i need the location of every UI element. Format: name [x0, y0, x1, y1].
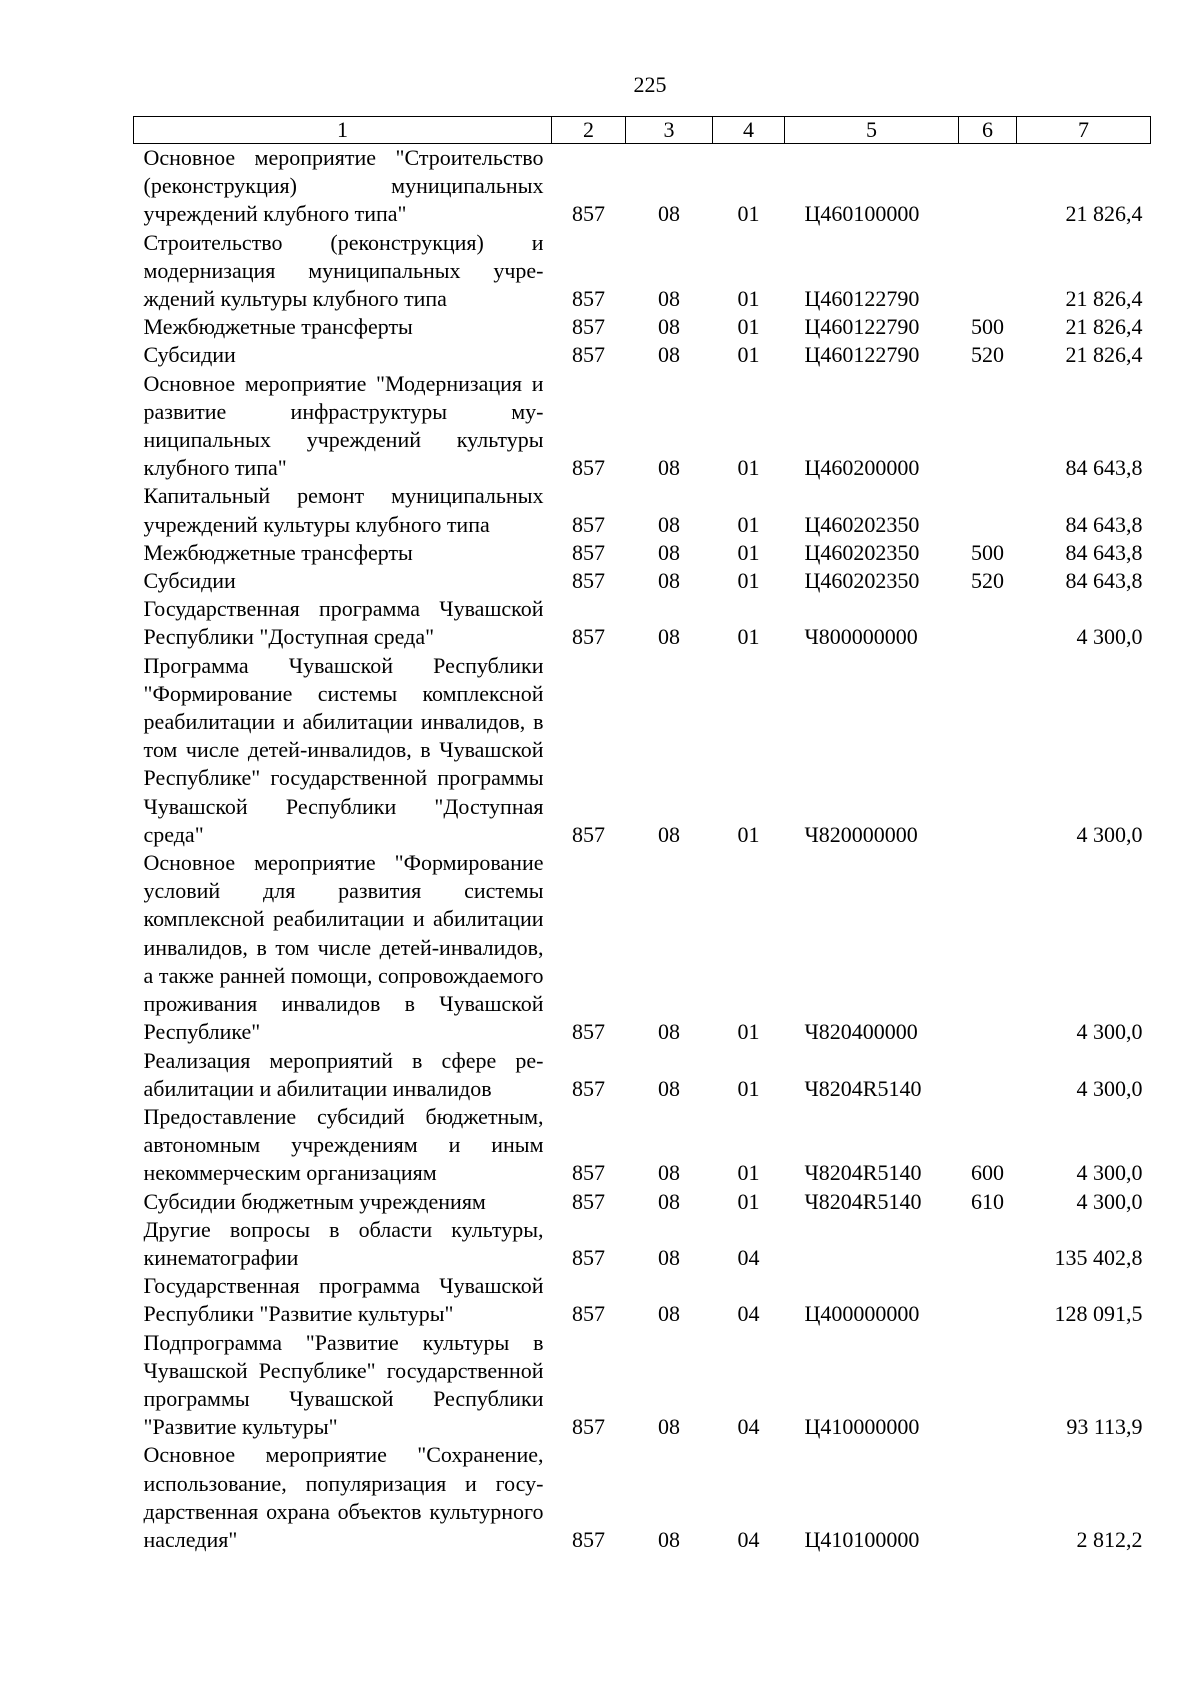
row-expense-type-code: 500 [971, 314, 1004, 340]
row-department-code: 857 [572, 1188, 605, 1214]
row-department-code: 857 [572, 314, 605, 340]
row-target-article-code: Ц460202350 [804, 511, 920, 537]
row-department-code: 857 [572, 342, 605, 368]
table-row [134, 595, 1151, 651]
table-row [134, 849, 1151, 1046]
row-amount: 4 300,0 [1076, 1075, 1143, 1101]
row-department-code: 857 [572, 1301, 605, 1327]
row-name: Другие вопросы в области культуры, кинематографии [143, 1216, 544, 1270]
row-target-article-code: Ч8204R5140 [804, 1160, 922, 1186]
row-subsection-code: 01 [737, 314, 760, 340]
row-target-article-code: Ц460122790 [804, 286, 920, 312]
row-department-code: 857 [572, 1244, 605, 1270]
row-amount: 84 643,8 [1065, 539, 1143, 565]
header-col-4: 4 [713, 117, 785, 144]
row-department-code: 857 [572, 511, 605, 537]
row-amount: 84 643,8 [1065, 568, 1143, 594]
row-department-code: 857 [572, 286, 605, 312]
row-section-code: 08 [658, 821, 680, 847]
row-amount: 4 300,0 [1076, 821, 1143, 847]
row-name: Субсидии бюджетным учреждениям [143, 1188, 486, 1214]
row-expense-type-code [959, 370, 1017, 483]
page-number: 225 [633, 72, 667, 97]
row-section-code: 08 [658, 342, 680, 368]
row-expense-type-code: 500 [971, 539, 1004, 565]
row-expense-type-code: 610 [971, 1188, 1004, 1214]
row-expense-type-code [959, 1272, 1017, 1328]
row-department-code: 857 [572, 1526, 605, 1552]
row-section-code: 08 [658, 1075, 680, 1101]
row-name: Подпрограмма "Развитие культуры в Чувашской Республике" государственной программы Чувашской Республики "Развитие культуры" [143, 1329, 544, 1440]
row-amount: 93 113,9 [1066, 1414, 1143, 1440]
row-target-article-code: Ц460122790 [804, 342, 920, 368]
table-row [134, 1441, 1151, 1554]
header-col-1: 1 [134, 117, 552, 144]
row-subsection-code: 01 [737, 1019, 760, 1045]
row-target-article-code: Ч820000000 [804, 821, 918, 847]
row-target-article-code: Ц400000000 [804, 1301, 920, 1327]
row-subsection-code: 04 [737, 1301, 760, 1327]
row-department-code: 857 [572, 821, 605, 847]
row-amount: 135 402,8 [1054, 1244, 1143, 1270]
row-department-code: 857 [572, 568, 605, 594]
table-row [134, 1047, 1151, 1103]
row-subsection-code: 01 [737, 539, 760, 565]
row-department-code: 857 [572, 1075, 605, 1101]
row-department-code: 857 [572, 1019, 605, 1045]
row-name: Субсидии [143, 568, 236, 594]
table-row [134, 144, 1151, 229]
row-name: Межбюджетные трансферты [143, 539, 413, 565]
row-target-article-code: Ц460200000 [804, 455, 920, 481]
row-expense-type-code [959, 229, 1017, 314]
table-row [134, 229, 1151, 314]
row-subsection-code: 01 [737, 821, 760, 847]
row-target-article-code: Ч8204R5140 [804, 1188, 922, 1214]
row-target-article-code: Ч800000000 [804, 624, 918, 650]
header-col-5: 5 [785, 117, 959, 144]
row-amount: 4 300,0 [1076, 1019, 1143, 1045]
row-section-code: 08 [658, 1244, 680, 1270]
header-col-6: 6 [959, 117, 1017, 144]
row-amount: 4 300,0 [1076, 1160, 1143, 1186]
row-section-code: 08 [658, 201, 680, 227]
header-col-2: 2 [552, 117, 626, 144]
row-name: Строительство (реконструкция) и модернизация муниципальных учреждений культуры клубного типа [143, 229, 544, 312]
row-target-article-code: Ч8204R5140 [804, 1075, 922, 1101]
row-target-article-code: Ц460122790 [804, 314, 920, 340]
row-amount: 4 300,0 [1076, 624, 1143, 650]
table-row [134, 1188, 1151, 1216]
row-department-code: 857 [572, 539, 605, 565]
row-amount: 84 643,8 [1065, 511, 1143, 537]
row-department-code: 857 [572, 624, 605, 650]
row-amount: 128 091,5 [1054, 1301, 1143, 1327]
table-row [134, 313, 1151, 341]
row-amount: 21 826,4 [1065, 286, 1143, 312]
table-row [134, 370, 1151, 483]
row-subsection-code: 04 [737, 1526, 760, 1552]
table-row [134, 1103, 1151, 1188]
row-expense-type-code: 600 [971, 1160, 1004, 1186]
row-target-article-code: Ц460100000 [804, 201, 920, 227]
row-target-article-code: Ц410100000 [804, 1526, 920, 1552]
row-name: Основное мероприятие "Модернизация и развитие инфраструктуры муниципальных учреждений культуры клубного типа" [143, 370, 544, 481]
row-department-code: 857 [572, 455, 605, 481]
row-target-article-code: Ц410000000 [804, 1414, 920, 1440]
row-name: Государственная программа Чувашской Республики "Развитие культуры" [143, 1273, 544, 1327]
table-row [134, 567, 1151, 595]
row-expense-type-code [959, 652, 1017, 849]
row-expense-type-code [959, 849, 1017, 1046]
row-expense-type-code [959, 482, 1017, 538]
row-section-code: 08 [658, 1526, 680, 1552]
table-row [134, 341, 1151, 369]
row-subsection-code: 04 [737, 1414, 760, 1440]
row-amount: 21 826,4 [1065, 314, 1143, 340]
row-subsection-code: 04 [737, 1244, 760, 1270]
row-amount: 4 300,0 [1076, 1188, 1143, 1214]
row-expense-type-code [959, 1047, 1017, 1103]
row-subsection-code: 01 [737, 286, 760, 312]
row-name: Предоставление субсидий бюджетным, автономным учреждениям и иным некоммерческим организациям [143, 1103, 544, 1186]
table-row [134, 1329, 1151, 1442]
row-name: Программа Чувашской Республики "Формирование системы комплексной реабилитации и абилитации инвалидов, в том числе детей-инвалидов, в Чувашской Республике" государственной программы Чувашской Республики "Доступная среда" [143, 652, 544, 847]
row-section-code: 08 [658, 1414, 680, 1440]
row-target-article-code: Ц460202350 [804, 539, 920, 565]
budget-table [133, 116, 1151, 1554]
row-subsection-code: 01 [737, 1075, 760, 1101]
table-row [134, 1216, 1151, 1272]
row-name: Субсидии [143, 342, 236, 368]
row-target-article-code: Ц460202350 [804, 568, 920, 594]
row-subsection-code: 01 [737, 1188, 760, 1214]
table-row [134, 539, 1151, 567]
row-section-code: 08 [658, 455, 680, 481]
row-section-code: 08 [658, 286, 680, 312]
row-subsection-code: 01 [737, 568, 760, 594]
row-name: Государственная программа Чувашской Республики "Доступная среда" [143, 596, 544, 650]
row-expense-type-code [959, 1216, 1017, 1272]
row-section-code: 08 [658, 1301, 680, 1327]
row-amount: 21 826,4 [1065, 342, 1143, 368]
row-section-code: 08 [658, 624, 680, 650]
row-expense-type-code [959, 1441, 1017, 1554]
row-subsection-code: 01 [737, 511, 760, 537]
table-row [134, 482, 1151, 538]
row-section-code: 08 [658, 539, 680, 565]
row-name: Межбюджетные трансферты [143, 314, 413, 340]
row-department-code: 857 [572, 201, 605, 227]
row-subsection-code: 01 [737, 201, 760, 227]
row-section-code: 08 [658, 511, 680, 537]
row-section-code: 08 [658, 314, 680, 340]
row-expense-type-code [959, 1329, 1017, 1442]
row-department-code: 857 [572, 1160, 605, 1186]
row-target-article-code: Ч820400000 [804, 1019, 918, 1045]
row-expense-type-code [959, 144, 1017, 229]
header-col-7: 7 [1017, 117, 1151, 144]
row-expense-type-code: 520 [971, 568, 1004, 594]
row-name: Основное мероприятие "Строительство (реконструкция) муниципальных учреждений клубного типа" [143, 145, 544, 227]
row-name: Капитальный ремонт муниципальных учреждений культуры клубного типа [143, 483, 544, 537]
column-number-header [134, 117, 1151, 144]
row-subsection-code: 01 [737, 342, 760, 368]
row-section-code: 08 [658, 1160, 680, 1186]
row-name: Реализация мероприятий в сфере реабилитации и абилитации инвалидов [143, 1047, 544, 1101]
row-section-code: 08 [658, 568, 680, 594]
row-amount: 84 643,8 [1065, 455, 1143, 481]
row-expense-type-code [959, 595, 1017, 651]
row-target-article-code [785, 1216, 959, 1272]
row-expense-type-code: 520 [971, 342, 1004, 368]
row-amount: 2 812,2 [1076, 1526, 1143, 1552]
row-department-code: 857 [572, 1414, 605, 1440]
row-subsection-code: 01 [737, 455, 760, 481]
row-subsection-code: 01 [737, 1160, 760, 1186]
row-amount: 21 826,4 [1065, 201, 1143, 227]
row-name: Основное мероприятие "Сохранение, использование, популяризация и государственная охрана объектов культурного наследия" [143, 1442, 544, 1552]
row-name: Основное мероприятие "Формирование условий для развития системы комплексной реабилитации и абилитации инвалидов, в том числе детей-инвалидов, а также ранней помощи, сопровождаемого проживания инвалидов в Чувашской Республике" [143, 850, 544, 1045]
table-row [134, 652, 1151, 849]
header-col-3: 3 [626, 117, 713, 144]
row-subsection-code: 01 [737, 624, 760, 650]
row-section-code: 08 [658, 1019, 680, 1045]
table-row [134, 1272, 1151, 1328]
row-section-code: 08 [658, 1188, 680, 1214]
